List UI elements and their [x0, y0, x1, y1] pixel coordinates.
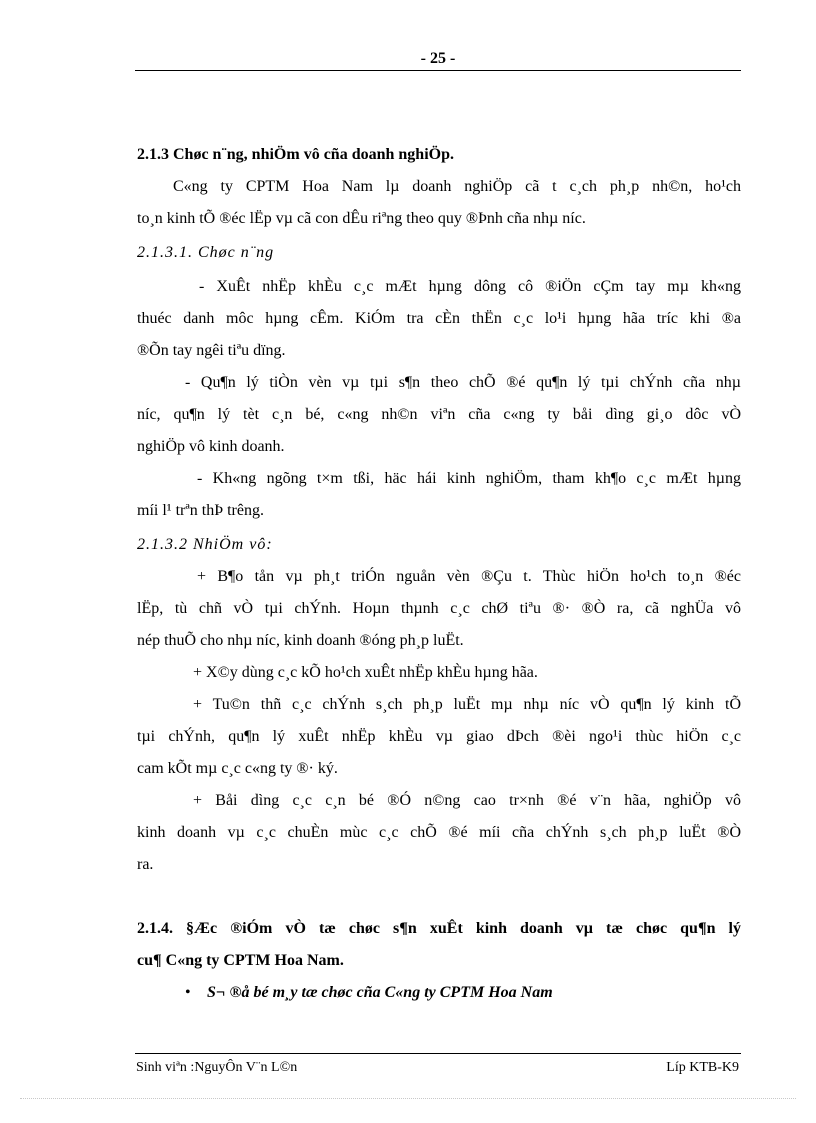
- subheading-2-1-3-1: 2.1.3.1. Chøc n¨ng: [137, 244, 275, 261]
- duty-p3-line-1: + Tu©n thñ c¸c chÝnh s¸ch ph¸p luËt mµ nhµ níc vÒ qu¶n lý kinh tÕ: [193, 696, 741, 713]
- function-p1-line-2: thuéc danh môc hµng cÊm. KiÓm tra cÈn thËn c¸c lo¹i hµng hãa tríc khi ®a: [137, 310, 741, 327]
- page-bottom-dotted-border: [20, 1098, 796, 1099]
- duty-p3-line-2: tµi chÝnh, qu¶n lý xuÊt nhËp khÈu vµ giao dÞch ®èi ngo¹i thùc hiÖn c¸c: [137, 728, 741, 745]
- function-p1-line-3: ®Õn tay ngêi tiªu dïng.: [137, 342, 286, 359]
- duty-p1-line-3: nép thuÕ cho nhµ níc, kinh doanh ®óng ph¸p luËt.: [137, 632, 464, 649]
- function-p2-line-1: - Qu¶n lý tiÒn vèn vµ tµi s¶n theo chÕ ®é qu¶n lý tµi chÝnh cña nhµ: [185, 374, 741, 391]
- duty-p2-line-1: + X©y dùng c¸c kÕ ho¹ch xuÊt nhËp khÈu hµng hãa.: [193, 664, 538, 681]
- bullet-icon: •: [185, 984, 191, 1001]
- duty-p1-line-2: lËp, tù chñ vÒ tµi chÝnh. Hoµn thµnh c¸c chØ tiªu ®· ®Ò ra, cã nghÜa vô: [137, 600, 741, 617]
- footer-rule: [135, 1053, 741, 1054]
- section-heading-2-1-4-line-2: cu¶ C«ng ty CPTM Hoa Nam.: [137, 952, 344, 969]
- footer-student: Sinh viªn :NguyÔn V¨n L©n: [136, 1060, 298, 1075]
- bullet-text: S¬ ®å bé m¸y tæ chøc cña C«ng ty CPTM Hoa Nam: [207, 984, 553, 1001]
- page-number: - 25 -: [420, 50, 456, 67]
- section-heading-2-1-4-line-1: 2.1.4. §Æc ®iÓm vÒ tæ chøc s¶n xuÊt kinh doanh vµ tæ chøc qu¶n lý: [137, 920, 741, 937]
- function-p3-line-2: míi l¹ trªn thÞ trêng.: [137, 502, 264, 519]
- function-p3-line-1: - Kh«ng ngõng t×m tßi, häc hái kinh nghiÖm, tham kh¶o c¸c mÆt hµng: [197, 470, 741, 487]
- function-p1-line-1: - XuÊt nhËp khÈu c¸c mÆt hµng dông cô ®iÖn cÇm tay mµ kh«ng: [199, 278, 741, 295]
- section-heading-2-1-3: 2.1.3 Chøc n¨ng, nhiÖm vô cña doanh nghiÖp.: [137, 146, 454, 163]
- header-rule: [135, 70, 741, 71]
- function-p2-line-3: nghiÖp vô kinh doanh.: [137, 438, 285, 455]
- function-p2-line-2: níc, qu¶n lý tèt c¸n bé, c«ng nh©n viªn cña c«ng ty båi dìng gi¸o dôc vÒ: [137, 406, 741, 423]
- duty-p4-line-1: + Båi dìng c¸c c¸n bé ®Ó n©ng cao tr×nh ®é v¨n hãa, nghiÖp vô: [193, 792, 741, 809]
- duty-p3-line-3: cam kÕt mµ c¸c c«ng ty ®· ký.: [137, 760, 338, 777]
- intro-line-2: to¸n kinh tÕ ®éc lËp vµ cã con dÊu riªng theo quy ®Þnh cña nhµ níc.: [137, 210, 586, 227]
- duty-p4-line-3: ra.: [137, 856, 154, 873]
- footer-class: Líp KTB-K9: [666, 1060, 739, 1075]
- intro-line-1: C«ng ty CPTM Hoa Nam lµ doanh nghiÖp cã t c¸ch ph¸p nh©n, ho¹ch: [173, 178, 741, 195]
- duty-p1-line-1: + B¶o tån vµ ph¸t triÓn nguån vèn ®Çu t. Thùc hiÖn ho¹ch to¸n ®éc: [197, 568, 741, 585]
- subheading-2-1-3-2: 2.1.3.2 NhiÖm vô:: [137, 536, 273, 553]
- duty-p4-line-2: kinh doanh vµ c¸c chuÈn mùc c¸c chÕ ®é míi cña chÝnh s¸ch ph¸p luËt ®Ò: [137, 824, 741, 841]
